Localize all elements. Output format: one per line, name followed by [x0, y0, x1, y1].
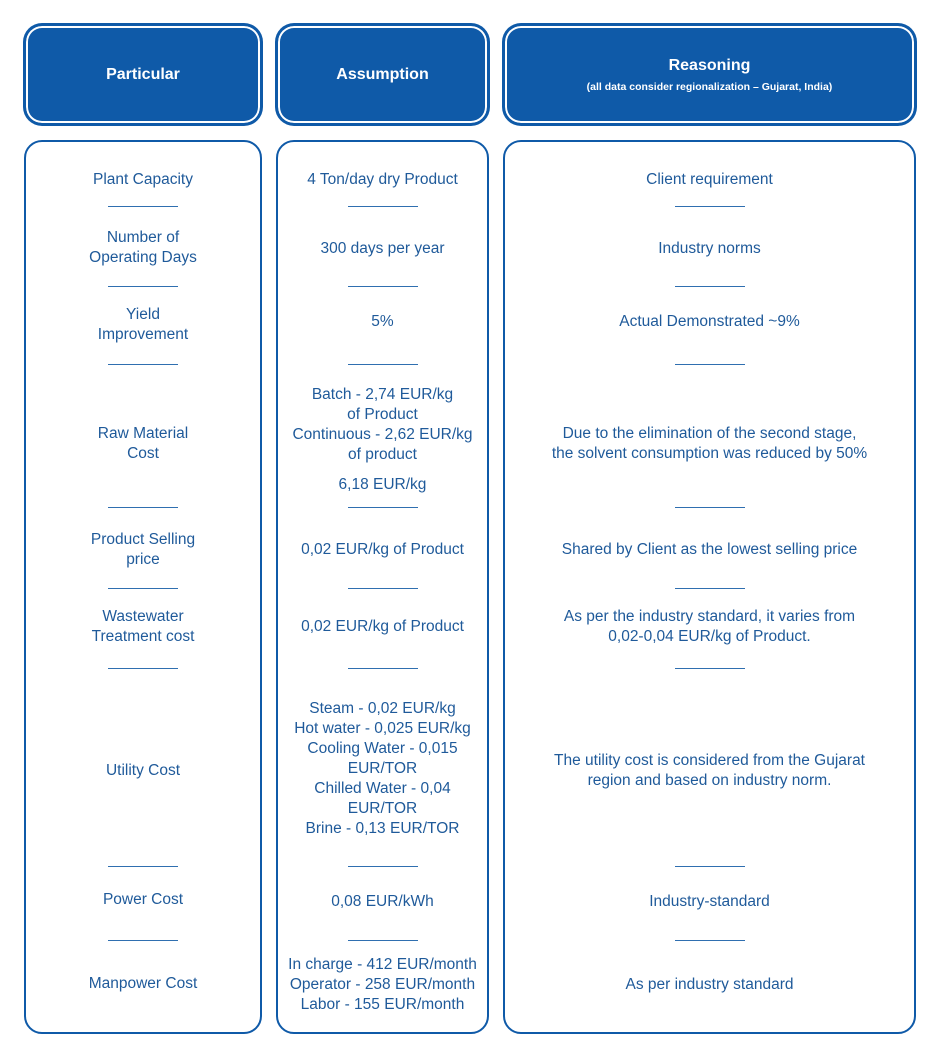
assumption-line: Batch - 2,74 EUR/kg [311, 386, 454, 403]
row-divider [675, 588, 745, 589]
reasoning-line: Actual Demonstrated ~9% [619, 313, 800, 330]
reasoning-cell [505, 975, 914, 995]
reasoning-line: the solvent consumption was reduced by 50% [551, 445, 868, 462]
header-assumption-title: Assumption [336, 65, 429, 83]
row-divider [348, 940, 418, 941]
assumption-cell [278, 955, 487, 1015]
reasoning-cell [505, 170, 914, 190]
row-divider [348, 668, 418, 669]
reasoning-line: As per the industry standard, it varies from [563, 608, 856, 625]
row-divider [348, 588, 418, 589]
row-divider [675, 286, 745, 287]
particular-cell [26, 228, 260, 268]
header-reasoning-title: Reasoning [668, 56, 751, 74]
reasoning-line: region and based on industry norm. [587, 772, 832, 789]
assumption-line: Cooling Water - 0,015 [307, 740, 458, 757]
assumption-line: 300 days per year [320, 240, 445, 257]
header-reasoning-subtitle: (all data consider regionalization – Gujarat, India) [586, 80, 833, 93]
row-divider [108, 286, 178, 287]
assumption-line: In charge - 412 EUR/month [288, 956, 477, 973]
assumption-line: 0,02 EUR/kg of Product [301, 541, 464, 558]
particular-cell [26, 424, 260, 464]
particular-line: Improvement [97, 326, 189, 343]
reasoning-line: 0,02-0,04 EUR/kg of Product. [608, 628, 811, 645]
assumption-cell [278, 892, 487, 912]
particular-line: Product Selling [90, 531, 196, 548]
assumption-cell [278, 170, 487, 190]
row-divider [675, 940, 745, 941]
assumption-line: 5% [371, 313, 394, 330]
assumption-cell [278, 239, 487, 259]
row-divider [348, 507, 418, 508]
assumption-line: of product [348, 446, 417, 463]
reasoning-cell [505, 751, 914, 791]
assumption-line: Steam - 0,02 EUR/kg [309, 700, 456, 717]
assumption-line: Continuous - 2,62 EUR/kg [292, 426, 473, 443]
row-divider [108, 206, 178, 207]
assumption-line: 0,08 EUR/kWh [331, 893, 434, 910]
row-divider [675, 866, 745, 867]
assumption-line: Brine - 0,13 EUR/TOR [305, 820, 460, 837]
assumption-line: EUR/TOR [347, 760, 418, 777]
particular-cell [26, 761, 260, 781]
particular-line: Utility Cost [105, 762, 181, 779]
assumption-cell [278, 699, 487, 839]
header-particular-title: Particular [106, 65, 180, 83]
assumption-cell [278, 312, 487, 332]
assumption-line: of Product [347, 406, 418, 423]
particular-line: Plant Capacity [93, 171, 193, 188]
reasoning-line: As per industry standard [625, 976, 794, 993]
row-divider [108, 364, 178, 365]
reasoning-cell [505, 892, 914, 912]
reasoning-cell [505, 424, 914, 464]
assumption-line: 4 Ton/day dry Product [307, 171, 458, 188]
reasoning-cell [505, 607, 914, 647]
particular-line: Wastewater [102, 608, 184, 625]
assumption-cell [278, 385, 487, 495]
particular-line: Yield [126, 306, 160, 323]
row-divider [108, 668, 178, 669]
row-divider [675, 507, 745, 508]
particular-line: Power Cost [102, 891, 184, 908]
assumption-line: 0,02 EUR/kg of Product [301, 618, 464, 635]
particular-line: Manpower Cost [88, 975, 198, 992]
header-reasoning [503, 24, 916, 125]
assumption-line: 6,18 EUR/kg [338, 476, 427, 493]
particular-line: Treatment cost [91, 628, 195, 645]
particular-line: Raw Material [97, 425, 189, 442]
reasoning-cell [505, 239, 914, 259]
assumption-line: EUR/TOR [347, 800, 418, 817]
row-divider [675, 364, 745, 365]
row-divider [108, 588, 178, 589]
reasoning-line: The utility cost is considered from the Gujarat [554, 752, 865, 769]
particular-cell [26, 170, 260, 190]
particular-cell [26, 530, 260, 570]
particular-cell [26, 607, 260, 647]
column-reasoning [503, 140, 916, 1034]
row-divider [348, 286, 418, 287]
reasoning-cell [505, 312, 914, 332]
reasoning-cell [505, 540, 914, 560]
row-divider [108, 866, 178, 867]
assumption-cell [278, 540, 487, 560]
assumption-cell [278, 617, 487, 637]
assumption-line: Labor - 155 EUR/month [300, 996, 465, 1013]
column-assumption [276, 140, 489, 1034]
particular-cell [26, 890, 260, 910]
row-divider [348, 866, 418, 867]
header-assumption [276, 24, 489, 125]
row-divider [675, 206, 745, 207]
row-divider [108, 940, 178, 941]
particular-line: Operating Days [89, 249, 197, 266]
row-divider [108, 507, 178, 508]
particular-cell [26, 974, 260, 994]
reasoning-line: Industry-standard [649, 893, 770, 910]
header-particular [24, 24, 262, 125]
particular-line: Number of [106, 229, 180, 246]
row-divider [348, 206, 418, 207]
particular-line: Cost [127, 445, 159, 462]
reasoning-line: Shared by Client as the lowest selling price [561, 541, 858, 558]
reasoning-line: Client requirement [646, 171, 773, 188]
assumption-line: Operator - 258 EUR/month [289, 976, 476, 993]
reasoning-line: Due to the elimination of the second stage, [562, 425, 857, 442]
reasoning-line: Industry norms [658, 240, 761, 257]
column-particular [24, 140, 262, 1034]
assumption-line: Chilled Water - 0,04 [314, 780, 451, 797]
assumption-line: Hot water - 0,025 EUR/kg [294, 720, 471, 737]
row-divider [675, 668, 745, 669]
particular-cell [26, 305, 260, 345]
particular-line: price [126, 551, 160, 568]
row-divider [348, 364, 418, 365]
